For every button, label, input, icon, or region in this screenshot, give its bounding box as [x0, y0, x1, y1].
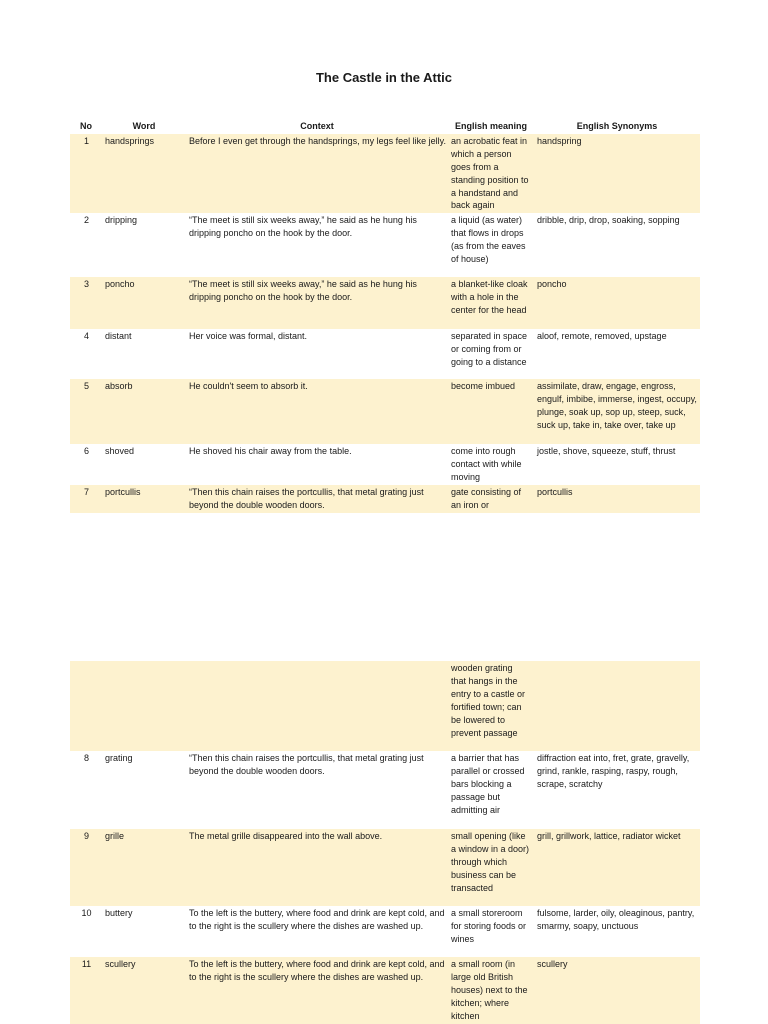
row-meaning: a liquid (as water) that flows in drops (as from the eaves of house) — [451, 215, 526, 265]
table-row — [70, 213, 700, 277]
table-row — [70, 277, 700, 329]
row-meaning: gate consisting of an iron or — [448, 485, 534, 513]
row-no — [70, 661, 102, 751]
row-no: 2 — [83, 215, 89, 226]
row-word: grille — [102, 829, 186, 906]
row-meaning: wooden grating that hangs in the entry to a castle or fortified town; can be lowered to prevent passage — [448, 661, 534, 751]
row-context: “The meet is still six weeks away,” he said as he hung his dripping poncho on the hook by the door. — [186, 277, 448, 329]
header-meaning: English meaning — [454, 121, 527, 131]
row-synonyms: aloof, remote, removed, upstage — [537, 331, 667, 342]
table-row — [70, 829, 700, 906]
row-no: 8 — [83, 753, 89, 763]
row-synonyms: scullery — [534, 957, 700, 1024]
row-meaning: small opening (like a window in a door) through which business can be transacted — [448, 829, 534, 906]
table-row — [70, 485, 700, 513]
row-context: He couldn't seem to absorb it. — [186, 379, 448, 444]
row-synonyms: poncho — [534, 277, 700, 329]
row-context: “Then this chain raises the portcullis, that metal grating just beyond the double wooden doors. — [189, 753, 424, 776]
row-no: 4 — [83, 331, 89, 342]
row-context: To the left is the buttery, where food and drink are kept cold, and to the right is the scullery where the dishes are washed up. — [186, 957, 448, 1024]
row-synonyms: fulsome, larder, oily, oleaginous, pantry, smarmy, soapy, unctuous — [537, 908, 695, 931]
row-meaning: come into rough contact with while moving — [451, 446, 522, 483]
row-synonyms: portcullis — [534, 485, 700, 513]
row-context: Her voice was formal, distant. — [189, 331, 308, 342]
table-row — [70, 379, 700, 444]
row-no: 1 — [70, 134, 102, 213]
row-word: portcullis — [102, 485, 186, 513]
row-synonyms: jostle, shove, squeeze, stuff, thrust — [537, 446, 676, 457]
row-synonyms — [534, 661, 700, 751]
row-synonyms: dribble, drip, drop, soaking, sopping — [537, 215, 680, 226]
row-word: handsprings — [102, 134, 186, 213]
row-no: 3 — [70, 277, 102, 329]
table-row — [70, 751, 700, 829]
table-row — [70, 906, 700, 957]
row-synonyms: handspring — [534, 134, 700, 213]
vocabulary-table — [70, 119, 700, 513]
row-context: He shoved his chair away from the table. — [189, 446, 352, 457]
table-row — [70, 134, 700, 213]
row-word: scullery — [102, 957, 186, 1024]
row-synonyms: grill, grillwork, lattice, radiator wicket — [534, 829, 700, 906]
header-synonyms: English Synonyms — [576, 121, 658, 131]
row-word: shoved — [105, 446, 135, 457]
row-no: 7 — [70, 485, 102, 513]
table-row-continued — [70, 661, 700, 751]
row-synonyms: diffraction eat into, fret, grate, gravelly, grind, rankle, rasping, raspy, rough, scrape, scratchy — [537, 753, 690, 789]
row-word: poncho — [102, 277, 186, 329]
row-meaning: a blanket-like cloak with a hole in the center for the head — [448, 277, 534, 329]
row-meaning: a small room (in large old British houses) next to the kitchen; where kitchen — [448, 957, 534, 1024]
row-word — [102, 661, 186, 751]
row-meaning: a barrier that has parallel or crossed bars blocking a passage but admitting air — [451, 753, 525, 815]
header-word: Word — [132, 121, 156, 131]
header-context: Context — [300, 121, 334, 131]
row-meaning: separated in space or coming from or going to a distance — [451, 331, 528, 368]
row-no: 6 — [83, 446, 89, 457]
row-meaning: an acrobatic feat in which a person goes from a standing position to a handstand and back again — [448, 134, 534, 213]
row-context: The metal grille disappeared into the wall above. — [186, 829, 448, 906]
row-word: dripping — [105, 215, 138, 226]
row-context: To the left is the buttery, where food and drink are kept cold, and to the right is the scullery where the dishes are washed up. — [189, 908, 445, 931]
row-word: buttery — [105, 908, 133, 918]
row-meaning: a small storeroom for storing foods or wines — [451, 908, 527, 944]
table-row — [70, 444, 700, 485]
row-context: Before I even get through the handsprings, my legs feel like jelly. — [186, 134, 448, 213]
table-row — [70, 329, 700, 379]
table-header-row — [70, 119, 700, 134]
row-context — [186, 661, 448, 751]
row-synonyms: assimilate, draw, engage, engross, engulf, imbibe, immerse, ingest, occupy, plunge, soak up, sop up, steep, suck, suck up, take in, take over, take up — [534, 379, 700, 444]
header-no: No — [80, 121, 92, 131]
row-no: 11 — [70, 957, 102, 1024]
row-meaning: become imbued — [448, 379, 534, 444]
row-no: 9 — [70, 829, 102, 906]
row-context: “The meet is still six weeks away,” he said as he hung his dripping poncho on the hook by the door. — [189, 215, 417, 239]
row-word: grating — [105, 753, 133, 763]
row-word: distant — [105, 331, 132, 342]
row-context: “Then this chain raises the portcullis, that metal grating just beyond the double wooden doors. — [186, 485, 448, 513]
row-word: absorb — [102, 379, 186, 444]
page-title: The Castle in the Attic — [315, 70, 453, 85]
vocabulary-table-continued — [70, 661, 700, 1024]
row-no: 5 — [70, 379, 102, 444]
row-no: 10 — [81, 908, 92, 918]
table-row — [70, 957, 700, 1024]
